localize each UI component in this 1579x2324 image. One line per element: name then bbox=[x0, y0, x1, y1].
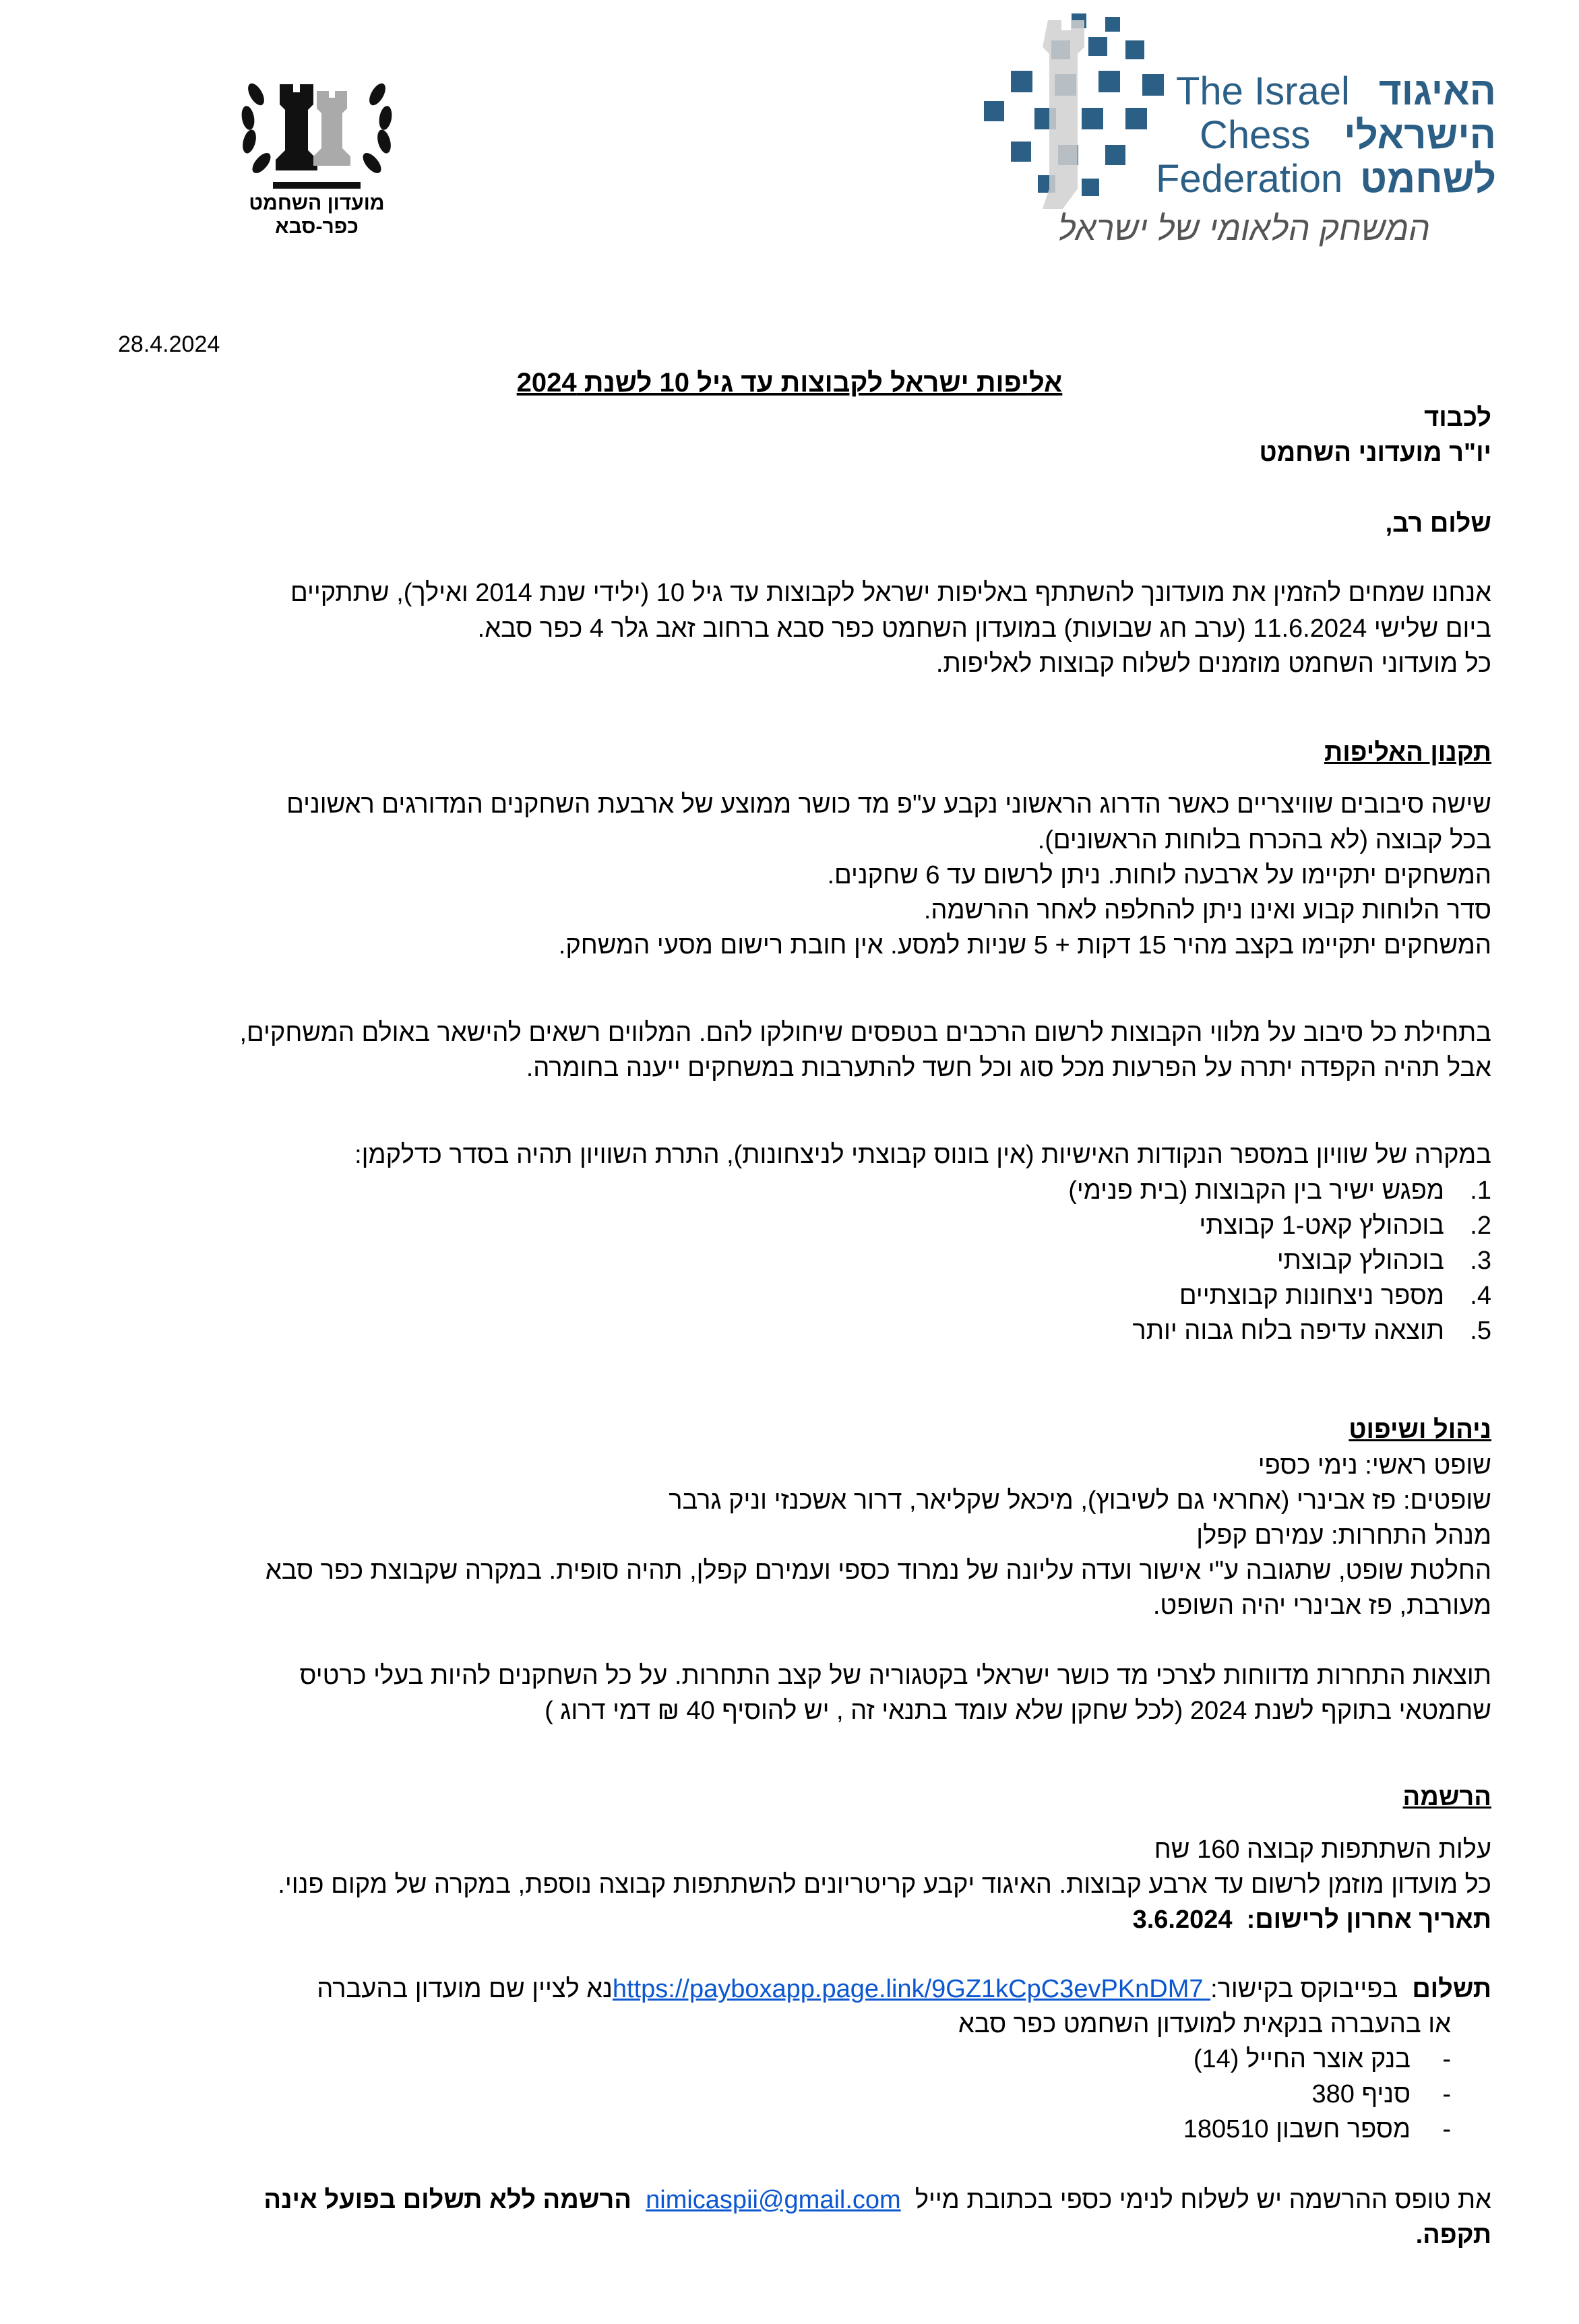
intro-line-1: אנחנו שמחים להזמין את מועדונך להשתתף באליפות ישראל לקבוצות עד גיל 10 (ילידי שנת 2014 ואילך), שתתקיים bbox=[290, 579, 1491, 607]
tiebreak-item-5: 5.תוצאה עדיפה בלוח גבוה יותר bbox=[1132, 1317, 1491, 1345]
rules-line-5: המשחקים יתקיימו בקצב מהיר 15 דקות + 5 שניות למסע. אין חובת רישום מסעי המשחק. bbox=[558, 931, 1491, 960]
federation-tagline: המשחק הלאומי של ישראל bbox=[1058, 210, 1431, 247]
tiebreak-item-1: 1.מפגש ישיר בין הקבוצות (בית פנימי) bbox=[1068, 1176, 1491, 1205]
registration-limit: כל מועדון מוזמן לרשום עד ארבע קבוצות. האיגוד יקבע קריטריונים להשתתפות קבוצה נוספת, במקרה של מקום פנוי. bbox=[278, 1871, 1491, 1899]
addressee-line-2: יו"ר מועדוני השחמט bbox=[1259, 439, 1491, 467]
federation-name-he-2: הישראלי bbox=[1344, 113, 1496, 157]
federation-name-en-1: The Israel bbox=[1176, 69, 1350, 113]
management-line-4: החלטת שופט, שתגובה ע"י אישור ועדה עליונה של נמרוד כספי ועמירם קפלן, תהיה סופית. במקרה שקבוצת כפר סבא bbox=[265, 1557, 1491, 1585]
rules-line-2: בכל קבוצה (לא בהכרח בלוחות הראשונים). bbox=[1037, 826, 1491, 854]
rating-line-2: שחמטאי בתוקף לשנת 2024 (לכל שחקן שלא עומד בתנאי זה , יש להוסיף 40 ₪ דמי דרוג ) bbox=[545, 1697, 1491, 1725]
tiebreak-item-3: 3.בוכהולץ קבוצתי bbox=[1276, 1247, 1491, 1275]
rules-heading: תקנון האליפות bbox=[1324, 739, 1491, 767]
rules-line-3: המשחקים יתקיימו על ארבעה לוחות. ניתן לרשום עד 6 שחקנים. bbox=[827, 861, 1491, 889]
rules-line-1: שישה סיבובים שוויצריים כאשר הדרוג הראשוני נקבע ע"פ מד כושר ממוצע של ארבעת השחקנים המדורגים ראשונים bbox=[286, 790, 1491, 819]
management-line-5: מעורבת, פז אבינרי יהיה השופט. bbox=[1152, 1592, 1491, 1620]
management-line-2: שופטים: פז אבינרי (אחראי גם לשיבוץ), מיכאל שקליאר, דרור אשכנזי וניק גרבר bbox=[669, 1486, 1491, 1515]
club-name-line1: מועדון השחמט bbox=[249, 192, 385, 214]
email-link[interactable]: nimicaspii@gmail.com bbox=[646, 2186, 901, 2214]
federation-name-en-3: Federation bbox=[1156, 157, 1343, 201]
letter-date: 28.4.2024 bbox=[118, 332, 220, 357]
rules-line-4: סדר הלוחות קבוע ואינו ניתן להחלפה לאחר ההרשמה. bbox=[923, 896, 1491, 924]
greeting: שלום רב, bbox=[1385, 509, 1491, 538]
payment-label: תשלום bbox=[1412, 1975, 1491, 2003]
bank-detail-1: -בנק אוצר החייל (14) bbox=[1193, 2045, 1451, 2073]
management-heading: ניהול ושיפוט bbox=[1349, 1416, 1491, 1444]
laurel-rooks-icon bbox=[229, 54, 404, 202]
tiebreak-intro: במקרה של שוויון במספר הנקודות האישיות (אין בונוס קבוצתי לניצחונות), התרת השוויון תהיה בסדר כדלקמן: bbox=[354, 1141, 1491, 1169]
rating-line-1: תוצאות התחרות מדווחות לצרכי מד כושר ישראלי בקטגוריה של קצב התחרות. על כל השחקנים להיות בעלי כרטיס bbox=[299, 1662, 1491, 1690]
federation-name-he-1: האיגוד bbox=[1378, 69, 1496, 113]
footer-warning-line-2: תקפה. bbox=[1415, 2221, 1491, 2249]
addressee-line-1: לכבוד bbox=[1424, 404, 1491, 432]
paybox-link[interactable]: https://payboxapp.page.link/9GZ1kCpC3evPKnDM7 bbox=[612, 1975, 1211, 2003]
escort-line-2: אבל תהיה הקפדה יתרה על הפרעות מכל סוג וכל חשד להתערבות במשחקים ייענה בחומרה. bbox=[526, 1054, 1491, 1082]
payment-bank-intro: או בהעברה בנקאית למועדון השחמט כפר סבא bbox=[958, 2010, 1451, 2038]
management-line-3: מנהל התחרות: עמירם קפלן bbox=[1196, 1521, 1491, 1550]
registration-heading: הרשמה bbox=[1402, 1783, 1491, 1811]
registration-fee: עלות השתתפות קבוצה 160 שח bbox=[1154, 1835, 1491, 1864]
management-line-1: שופט ראשי: נימי כספי bbox=[1258, 1451, 1491, 1480]
escort-line-1: בתחילת כל סיבוב על מלווי הקבוצות לרשום הרכבים בטפסים שיחולקו להם. המלווים רשאים להישאר באולם המשחקים, bbox=[239, 1019, 1491, 1047]
registration-deadline: תאריך אחרון לרישום: 3.6.2024 bbox=[1132, 1906, 1491, 1934]
bank-detail-2: -סניף 380 bbox=[1311, 2080, 1451, 2108]
federation-name-en-2: Chess bbox=[1200, 113, 1311, 157]
chess-club-logo bbox=[229, 54, 404, 256]
chess-federation-logo bbox=[970, 7, 1496, 270]
letter-title: אליפות ישראל לקבוצות עד גיל 10 לשנת 2024 bbox=[516, 368, 1063, 398]
federation-name-he-3: לשחמט bbox=[1360, 157, 1496, 201]
tiebreak-item-4: 4.מספר ניצחונות קבוצתיים bbox=[1179, 1282, 1491, 1310]
intro-line-3: כל מועדוני השחמט מוזמנים לשלוח קבוצות לאליפות. bbox=[935, 650, 1491, 678]
footer-form-line: את טופס ההרשמה יש לשלוח לנימי כספי בכתובת מייל nimicaspii@gmail.com הרשמה ללא תשלום בפועל אינה bbox=[264, 2186, 1491, 2214]
tiebreak-item-2: 2.בוכהולץ קאט-1 קבוצתי bbox=[1199, 1212, 1491, 1240]
intro-line-2: ביום שלישי 11.6.2024 (ערב חג שבועות) במועדון השחמט כפר סבא ברחוב זאב גלר 4 כפר סבא. bbox=[477, 615, 1491, 643]
club-name-line2: כפר-סבא bbox=[275, 216, 359, 238]
bank-detail-3: -מספר חשבון 180510 bbox=[1183, 2115, 1451, 2143]
payment-paybox-line: תשלום בפייבוקס בקישור: https://payboxapp.page.link/9GZ1kCpC3evPKnDM7נא לציין שם מועדון בהעברה bbox=[317, 1975, 1491, 2003]
